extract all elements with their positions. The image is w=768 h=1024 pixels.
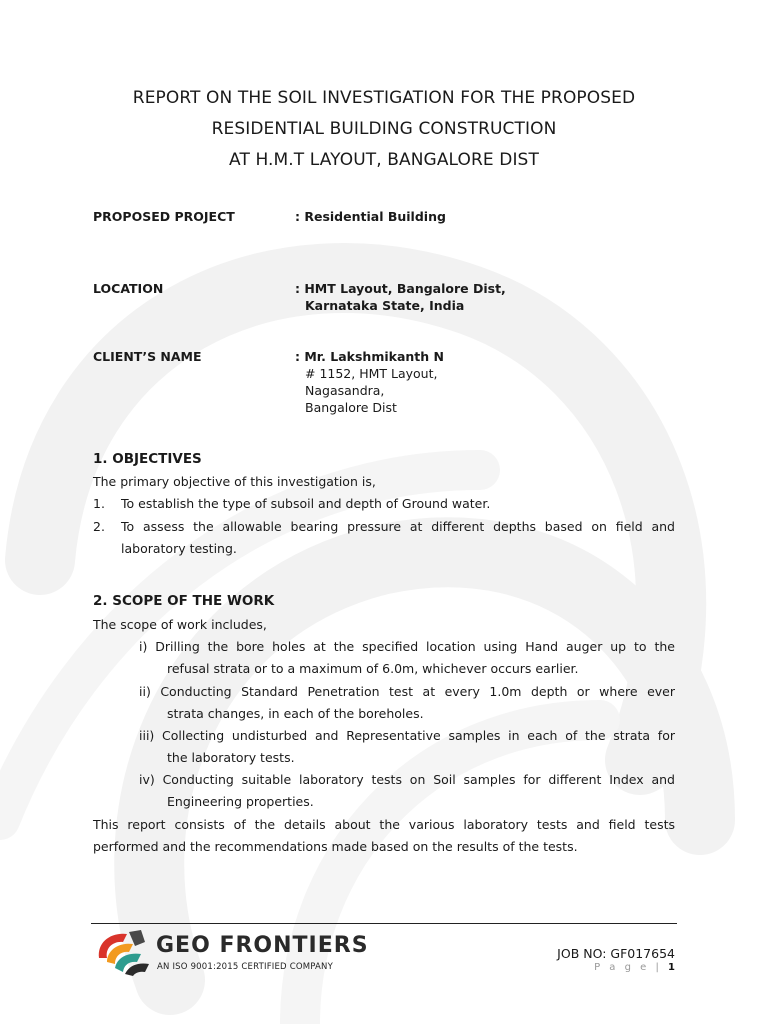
scope-item-2-first: ii) Conducting Standard Penetration test at every 1.0m depth or where ever — [139, 684, 675, 699]
location-line-1: : HMT Layout, Bangalore Dist, — [295, 281, 506, 296]
client-label: CLIENT’S NAME — [93, 349, 202, 364]
scope-closing: This report consists of the details about the various laboratory tests and field tests performed and the recommendations made based on the results of the tests. — [93, 817, 675, 854]
client-value — [295, 348, 444, 416]
scope-item-2 — [139, 681, 675, 725]
objectives-heading: 1. OBJECTIVES — [93, 451, 202, 467]
scope-item-4-first: iv) Conducting suitable laboratory tests on Soil samples for different Index and — [139, 772, 675, 787]
scope-item-1 — [139, 636, 675, 680]
project-value-text: : Residential Building — [295, 209, 446, 224]
geo-frontiers-logo — [93, 928, 153, 978]
company-tagline: AN ISO 9001:2015 CERTIFIED COMPANY — [157, 962, 334, 972]
location-line-2: Karnataka State, India — [305, 298, 465, 313]
report-title — [0, 83, 768, 176]
title-line-3: AT H.M.T LAYOUT, BANGALORE DIST — [229, 150, 539, 170]
page-indicator — [594, 962, 675, 973]
scope-item-3-first: iii) Collecting undisturbed and Representative samples in each of the strata for — [139, 728, 675, 743]
scope-intro: The scope of work includes, — [93, 617, 267, 632]
objective-1-number: 1. — [93, 496, 105, 511]
scope-item-3 — [139, 725, 675, 769]
scope-item-2-rest: strata changes, in each of the boreholes. — [167, 706, 424, 721]
scope-heading: 2. SCOPE OF THE WORK — [93, 593, 275, 609]
client-name: : Mr. Lakshmikanth N — [295, 349, 444, 364]
scope-item-1-rest: refusal strata or to a maximum of 6.0m, whichever occurs earlier. — [167, 661, 579, 676]
scope-item-3-rest: the laboratory tests. — [167, 750, 295, 765]
client-address-2: Nagasandra, — [305, 383, 385, 398]
title-line-2: RESIDENTIAL BUILDING CONSTRUCTION — [211, 119, 557, 139]
objectives-intro: The primary objective of this investigation is, — [93, 474, 376, 489]
page-label: P a g e | — [594, 962, 662, 973]
location-label: LOCATION — [93, 281, 164, 296]
scope-item-4 — [139, 769, 675, 813]
client-address-1: # 1152, HMT Layout, — [305, 366, 438, 381]
objective-2-text: To assess the allowable bearing pressure at different depths based on field and laboratory testing. — [121, 519, 675, 556]
objective-1-text: To establish the type of subsoil and depth of Ground water. — [121, 496, 491, 511]
company-name: GEO FRONTIERS — [156, 933, 369, 958]
location-value — [295, 280, 506, 314]
objective-2-number: 2. — [93, 519, 105, 534]
scope-item-1-first: i) Drilling the bore holes at the specified location using Hand auger up to the — [139, 639, 675, 654]
client-address-3: Bangalore Dist — [305, 400, 397, 415]
project-label: PROPOSED PROJECT — [93, 209, 235, 224]
scope-item-4-rest: Engineering properties. — [167, 794, 314, 809]
page-number: 1 — [668, 962, 675, 973]
project-value — [295, 208, 446, 225]
title-line-1: REPORT ON THE SOIL INVESTIGATION FOR THE PROPOSED — [132, 88, 636, 108]
footer-divider — [91, 923, 677, 924]
job-number: JOB NO: GF017654 — [557, 946, 675, 961]
